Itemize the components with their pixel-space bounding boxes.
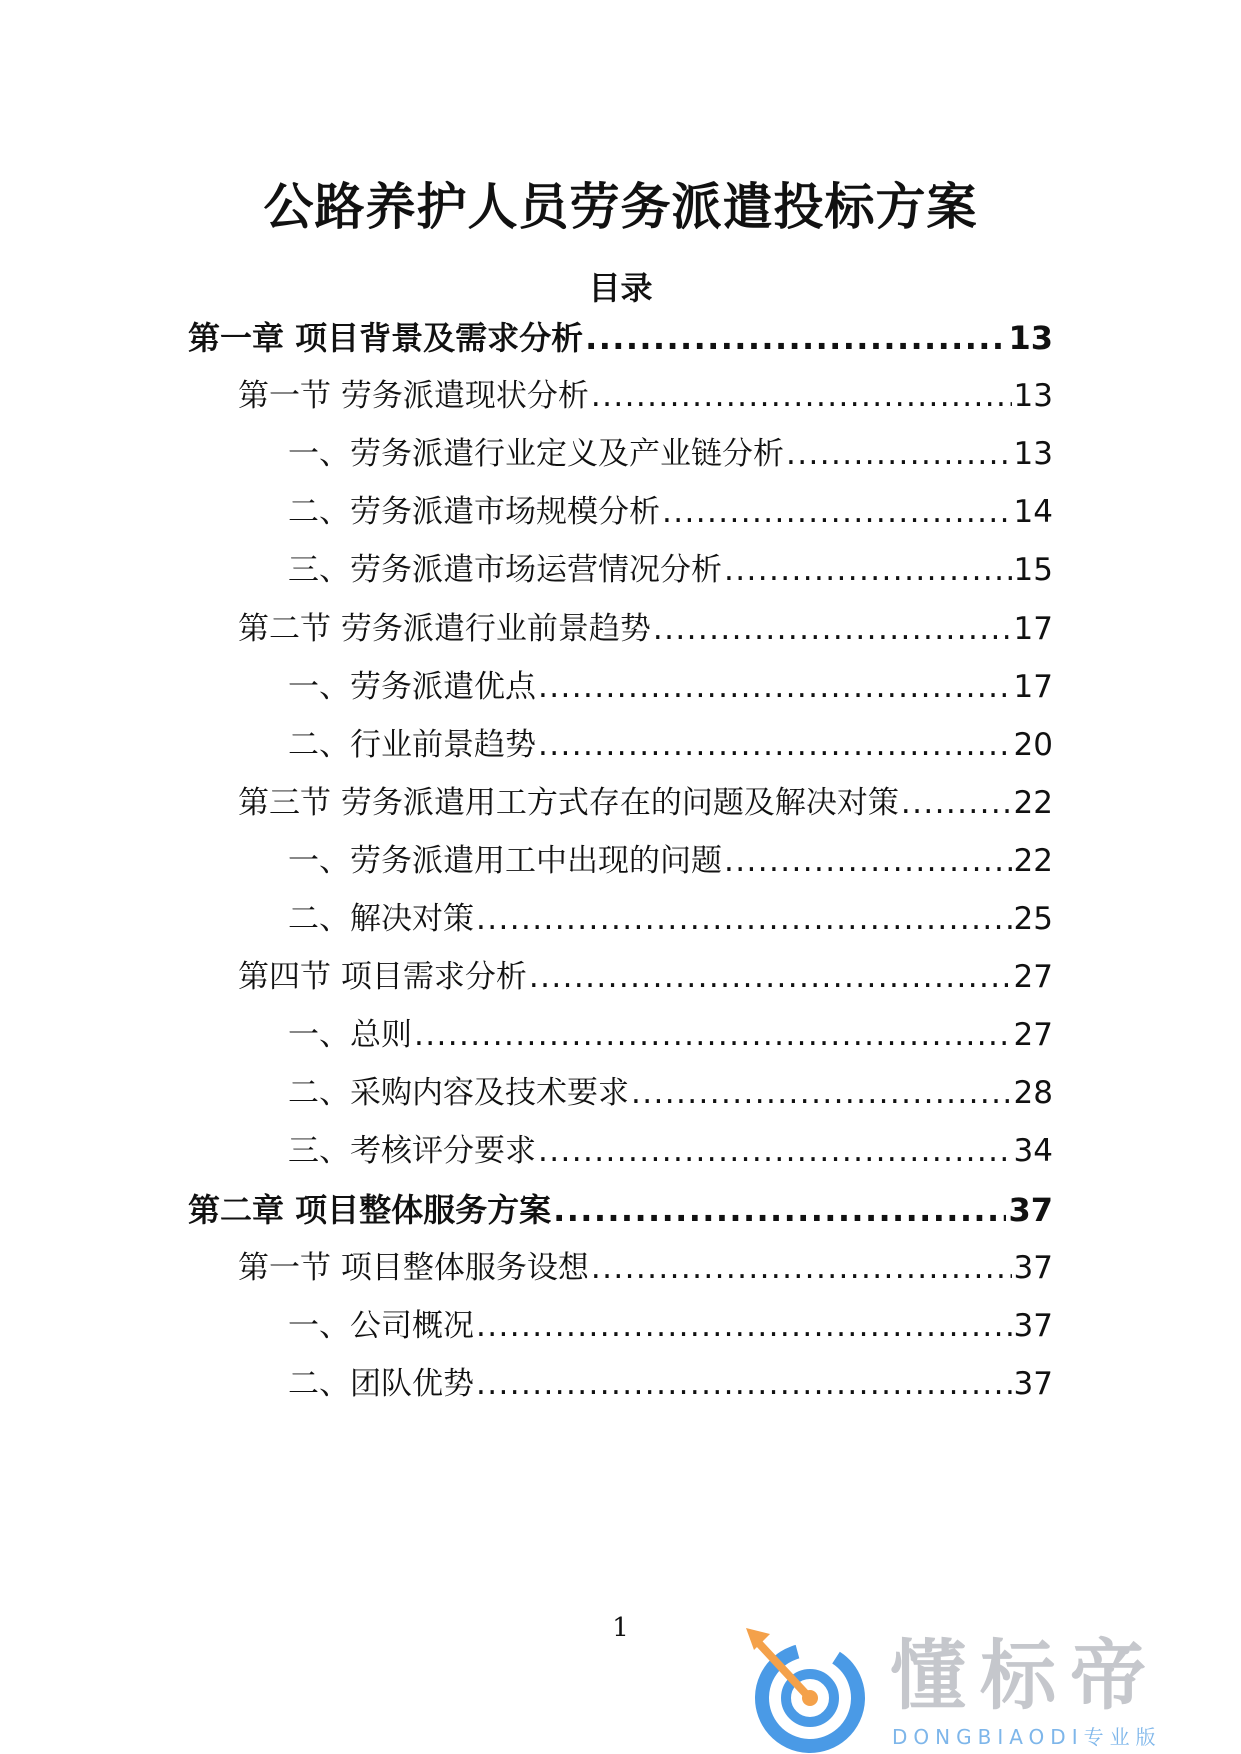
toc-entry[interactable] — [288, 546, 1053, 594]
toc-entry[interactable] — [288, 488, 1053, 536]
toc-entry[interactable] — [288, 1360, 1053, 1408]
toc-leader-dots — [538, 1127, 1012, 1175]
toc-entry-label: 二、行业前景趋势 — [288, 726, 536, 763]
toc-entry[interactable] — [188, 1186, 1053, 1234]
toc-leader-dots — [724, 837, 1012, 885]
toc-entry[interactable] — [288, 430, 1053, 478]
toc-entry-page: 20 — [1013, 726, 1053, 763]
toc-entry[interactable] — [188, 314, 1053, 362]
toc-leader-dots — [476, 1302, 1012, 1350]
toc-leader-dots — [585, 314, 1006, 362]
toc-leader-dots — [631, 1069, 1012, 1117]
toc-leader-dots — [653, 605, 1012, 653]
toc-leader-dots — [476, 895, 1012, 943]
toc-leader-dots — [553, 1186, 1006, 1234]
target-arrow-icon — [740, 1620, 870, 1754]
toc-entry-label: 一、劳务派遣优点 — [288, 668, 536, 705]
toc-leader-dots — [538, 721, 1012, 769]
toc-leader-dots — [476, 1360, 1012, 1408]
toc-entry[interactable] — [288, 663, 1053, 711]
toc-entry[interactable] — [238, 372, 1053, 420]
toc-entry-page: 37 — [1013, 1307, 1053, 1344]
watermark — [740, 1620, 1210, 1754]
toc-entry[interactable] — [288, 721, 1053, 769]
toc-entry-page: 22 — [1013, 842, 1053, 879]
toc-entry-label: 第三节 劳务派遣用工方式存在的问题及解决对策 — [238, 784, 899, 821]
toc-entry[interactable] — [238, 605, 1053, 653]
toc-leader-dots — [591, 1244, 1012, 1292]
toc-entry-page: 22 — [1013, 784, 1053, 821]
toc-heading: 目录 — [588, 269, 653, 307]
watermark-brand-name: 懂标帝 — [890, 1631, 1160, 1720]
toc-entry-label: 二、劳务派遣市场规模分析 — [288, 494, 660, 531]
toc-entry-page: 37 — [1013, 1249, 1053, 1286]
toc-entry-label: 一、总则 — [288, 1017, 412, 1054]
toc-entry-label: 三、劳务派遣市场运营情况分析 — [288, 552, 722, 589]
toc-entry[interactable] — [238, 953, 1053, 1001]
toc-entry[interactable] — [288, 837, 1053, 885]
toc-entry-label: 第二章 项目整体服务方案 — [188, 1190, 552, 1229]
toc-entry-label: 一、劳务派遣用工中出现的问题 — [288, 842, 722, 879]
toc-entry-page: 37 — [1013, 1365, 1053, 1402]
document-title: 公路养护人员劳务派遣投标方案 — [263, 178, 978, 236]
toc-entry-page: 14 — [1013, 494, 1053, 531]
toc-entry-page: 28 — [1013, 1075, 1053, 1112]
toc-entry[interactable] — [238, 1244, 1053, 1292]
toc-entry-label: 第一章 项目背景及需求分析 — [188, 319, 584, 357]
toc-entry-page: 17 — [1013, 668, 1053, 705]
toc-entry-label: 一、公司概况 — [288, 1307, 474, 1344]
toc-entry-page: 13 — [1013, 436, 1053, 473]
toc-leader-dots — [724, 546, 1012, 594]
toc-entry-page: 27 — [1013, 959, 1053, 996]
toc-entry-page: 25 — [1013, 901, 1053, 937]
toc-entry[interactable] — [288, 1069, 1053, 1117]
toc-entry-label: 第四节 项目需求分析 — [238, 959, 527, 996]
toc-leader-dots — [901, 779, 1012, 827]
toc-entry-page: 13 — [1008, 319, 1053, 357]
toc-entry-page: 27 — [1013, 1017, 1053, 1054]
toc-leader-dots — [591, 372, 1012, 420]
toc-entry-label: 三、考核评分要求 — [288, 1133, 536, 1170]
toc-entry-label: 二、解决对策 — [288, 901, 474, 937]
page-number: 1 — [612, 1613, 629, 1643]
toc-entry[interactable] — [238, 779, 1053, 827]
toc-entry[interactable] — [288, 1302, 1053, 1350]
toc-entry-page: 37 — [1008, 1190, 1053, 1229]
toc-entry-label: 二、采购内容及技术要求 — [288, 1075, 629, 1112]
toc-entry-page: 13 — [1013, 378, 1053, 415]
toc-entry-page: 34 — [1013, 1133, 1053, 1170]
toc-entry-page: 17 — [1013, 610, 1053, 647]
toc-leader-dots — [662, 488, 1012, 536]
toc-entry-label: 二、团队优势 — [288, 1365, 474, 1402]
toc-entry-label: 第二节 劳务派遣行业前景趋势 — [238, 610, 651, 647]
toc-entry-label: 一、劳务派遣行业定义及产业链分析 — [288, 436, 784, 473]
toc-leader-dots — [529, 953, 1012, 1001]
toc-entry-label: 第一节 项目整体服务设想 — [238, 1249, 589, 1286]
toc-leader-dots — [414, 1011, 1012, 1059]
toc-entry[interactable] — [288, 1127, 1053, 1175]
toc-entry[interactable] — [288, 1011, 1053, 1059]
toc-entry-label: 第一节 劳务派遣现状分析 — [238, 378, 589, 415]
toc-entry-page: 15 — [1013, 552, 1053, 589]
toc-leader-dots — [786, 430, 1012, 478]
watermark-subtitle: DONGBIAODI专业版 — [892, 1725, 1162, 1749]
toc-entry[interactable] — [288, 895, 1053, 943]
toc-leader-dots — [538, 663, 1012, 711]
